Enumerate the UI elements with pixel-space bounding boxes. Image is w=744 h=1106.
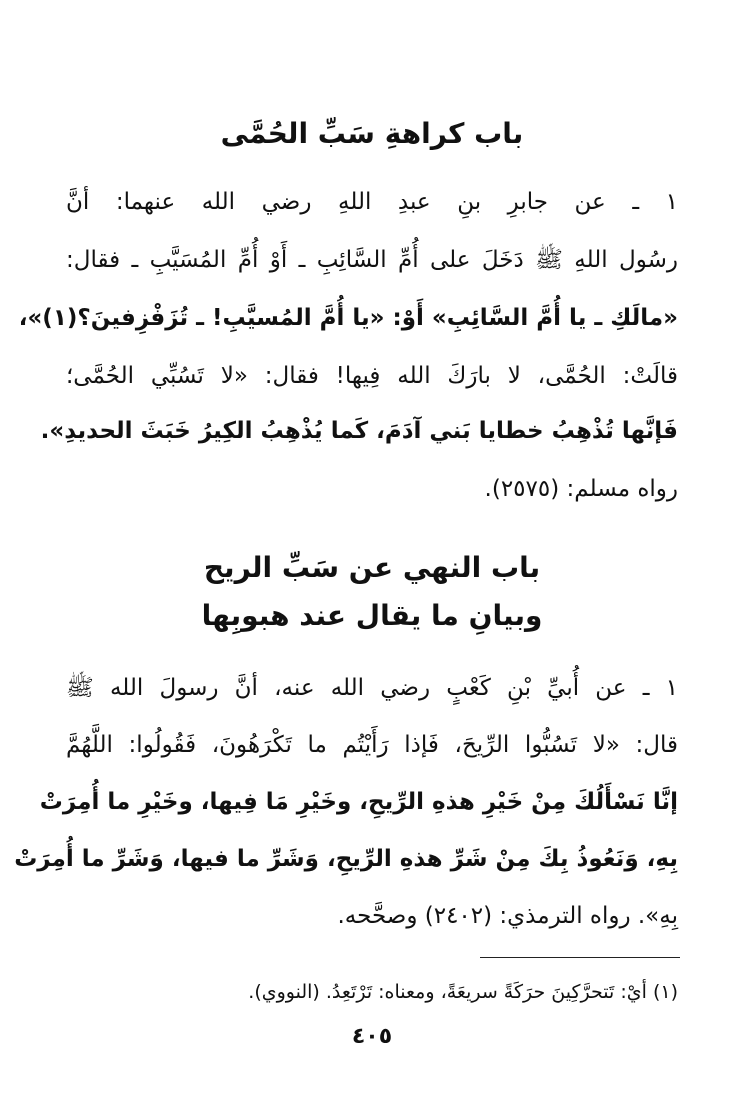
footnote-divider: [480, 957, 680, 958]
section-title-fever: باب كراهةِ سَبِّ الحُمَّى: [220, 117, 524, 150]
hadith-2-line-3: إنَّا نَسْأَلُكَ مِنْ خَيْرِ هذهِ الرِّيحِ، وخَيْرِ مَا فِيها، وخَيْرِ ما أُمِرَتْ: [39, 789, 678, 815]
hadith-1-line-2: رسُول اللهِ ﷺ دَخَلَ على أُمِّ السَّائِبِ ـ أَوْ أُمِّ المُسَيَّبِ ـ فقال:: [66, 247, 678, 273]
hadith-1-line-1: ١ ـ عن جابرِ بنِ عبدِ اللهِ رضي الله عنهما: أنَّ: [66, 189, 678, 215]
hadith-1-line-3: «مالَكِ ـ يا أُمَّ السَّائِبِ» أَوْ: «يا أُمَّ المُسيَّبِ! ـ تُزَفْزِفينَ؟(١)»،: [18, 305, 678, 331]
section-title-wind: باب النهي عن سَبِّ الريح: [203, 551, 541, 584]
hadith-2-line-5: بِهِ». رواه الترمذي: (٢٤٠٢) وصحَّحه.: [337, 903, 678, 929]
footnote: (١) أيْ: تَتحرَّكِينَ حرَكَةً سريعَةً، ومعناه: تَرْتَعِدُ. (النووي).: [248, 981, 678, 1003]
hadith-2-line-4: بِهِ، وَنَعُوذُ بِكَ مِنْ شَرِّ هذهِ الرِّيحِ، وَشَرِّ ما فيها، وَشَرِّ ما أُمِرَتْ: [14, 846, 678, 872]
hadith-1-line-5: فَإنَّها تُذْهِبُ خطايا بَني آدَمَ، كَما يُذْهِبُ الكِيرُ خَبَثَ الحديدِ».: [40, 418, 678, 444]
hadith-2-line-2: قال: «لا تَسُبُّوا الرِّيحَ، فَإذا رَأَيْتُم ما تَكْرَهُونَ، فَقُولُوا: اللَّهُمَّ: [66, 732, 678, 758]
hadith-1-source: رواه مسلم: (٢٥٧٥).: [484, 476, 678, 502]
section-subtitle-wind: وبيانِ ما يقال عند هبوبِها: [201, 599, 543, 632]
page-number: ٤٠٥: [351, 1024, 393, 1049]
hadith-2-line-1: ١ ـ عن أُبيِّ بْنِ كَعْبٍ رضي الله عنه، أنَّ رسولَ الله ﷺ: [66, 675, 678, 701]
hadith-1-line-4: قالَتْ: الحُمَّى، لا بارَكَ الله فِيها! فقال: «لا تَسُبِّي الحُمَّى؛: [66, 363, 678, 389]
